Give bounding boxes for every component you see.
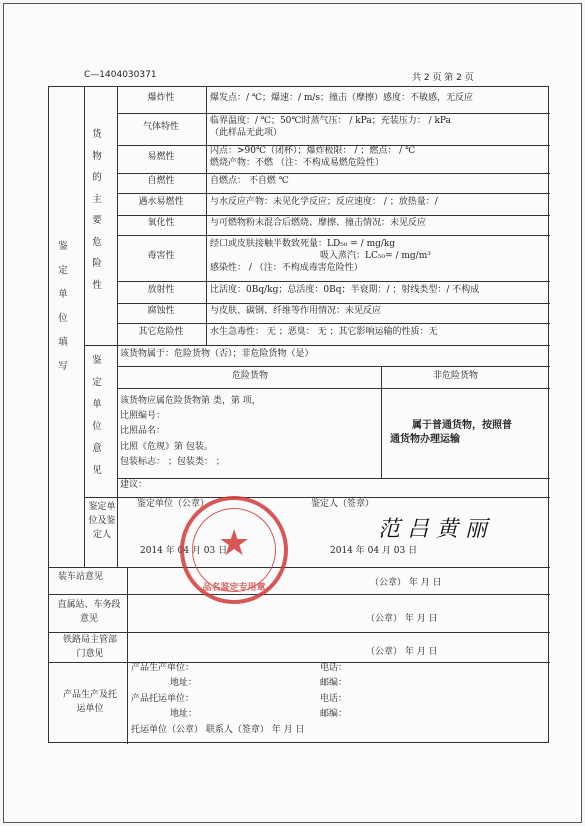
goods-classification: 该货物属于：危险货物（否）；非危险货物（是）: [120, 349, 314, 359]
non-dangerous-text-2: 通货物办理运输: [390, 434, 460, 445]
dangerous-line-4: 比照《危规》第 包装。: [120, 442, 213, 452]
prod-address-label: 地址：: [170, 678, 198, 688]
hazard-label-9: 其它危险性: [138, 327, 184, 337]
bureau-label: 铁路局主管部门意见: [62, 635, 117, 659]
hazard-label-2: 易燃性: [147, 152, 175, 162]
station-label: 装车站意见: [58, 572, 104, 582]
ship-seal-line: 托运单位（公章） 联系人（签章） 年 月 日: [131, 725, 305, 735]
appraisal-date-person: 2014 年 04 月 03 日: [330, 546, 418, 556]
appraiser-signature: 范 吕 黄 丽: [378, 517, 487, 542]
prod-unit-label: 产品生产单位：: [131, 663, 195, 673]
hazard-value-8: 与皮肤、碳钢、纤维等作用情况：未见反应: [210, 306, 382, 316]
dangerous-line-3: 比照品名：: [120, 426, 166, 436]
dangerous-header: 危险货物: [232, 371, 269, 381]
ship-post-label: 邮编：: [320, 709, 348, 719]
hazard-value-3: 自燃点： 不自燃 ℃: [210, 176, 289, 186]
appraiser-person-label: 鉴定人（签章）: [311, 499, 375, 509]
ship-phone-label: 电话：: [320, 694, 348, 704]
hazard-value-7: 比活度：0Bq/kg；总活度：0Bq；半衰期：/ ；射线类型：/ 不构成: [210, 285, 480, 295]
dangerous-line-2: 比照编号：: [120, 411, 166, 421]
appraiser-unit-label: 鉴定单位（公章）: [137, 499, 210, 509]
hazard-value-6-1: 吸入蒸汽：LC₅₀= / mg/m³: [320, 251, 431, 261]
bureau-seal: （公章） 年 月 日: [366, 647, 438, 657]
appraiser-fill-label: 鉴定单位填写: [58, 241, 68, 372]
ship-address-label: 地址：: [170, 709, 198, 719]
opinion-label: 鉴定单位意见: [92, 355, 102, 476]
hazard-value-1-1: （此样品无此项）: [210, 128, 283, 138]
hazard-label-0: 爆炸性: [147, 93, 175, 103]
official-seal: ★ 品名鉴定专用章: [180, 496, 288, 604]
hub-seal: （公章） 年 月 日: [366, 614, 438, 624]
hazard-value-4: 与水反应产物：未见化学反应；反应速度： / ；放热量：/: [210, 197, 438, 207]
suggestion-label: 建议：: [120, 480, 148, 490]
hazard-value-0: 爆发点：/ ℃；爆速：/ m/s；撞击（摩擦）感度：不敏感，无反应: [210, 93, 474, 103]
hazard-value-9: 水生急毒性： 无 ；恶臭： 无 ；其它影响运输的性质：无: [210, 327, 438, 337]
hazard-label-5: 氧化性: [147, 218, 175, 228]
prod-post-label: 邮编：: [320, 678, 348, 688]
hazard-label-8: 腐蚀性: [147, 306, 175, 316]
hazard-value-6-0: 经口或皮肤接触半数致死量：LD₅₀ = / mg/kg: [210, 239, 396, 249]
hazard-label-6: 毒害性: [147, 251, 175, 261]
hazard-label-1: 气体特性: [142, 122, 179, 132]
producer-label: 产品生产及托运单位: [62, 690, 117, 714]
hazard-value-6-2: 感染性： / （注：不构成毒害危险性）: [210, 263, 363, 273]
appraiser-label: 鉴定单位及鉴定人: [88, 502, 116, 540]
hazard-label-3: 自燃性: [147, 176, 175, 186]
prod-phone-label: 电话：: [320, 663, 348, 673]
non-dangerous-text-1: 属于普通货物，按照普: [412, 420, 512, 431]
page-indicator: 共 2 页 第 2 页: [412, 73, 474, 83]
hazard-label-4: 遇水易燃性: [138, 197, 184, 207]
document-code: C—1404030371: [84, 70, 157, 80]
hazard-value-2-0: 闪点：>90℃（闭杯）；爆炸极限： / ；燃点： / ℃: [210, 146, 416, 156]
dangerous-line-5: 包装标志： ；包装类： ；: [120, 457, 225, 467]
ship-unit-label: 产品托运单位：: [131, 694, 195, 704]
station-seal: （公章） 年 月 日: [370, 578, 442, 588]
hub-label: 直属站、车务段意见: [57, 600, 121, 624]
appraisal-date-unit: 2014 年 04 月 03 日: [140, 546, 228, 556]
hazard-label-7: 放射性: [147, 285, 175, 295]
hazard-value-1-0: 临界温度：/ ℃；50℃时蒸气压： / kPa；充装压力： / kPa: [210, 116, 451, 126]
non-dangerous-header: 非危险货物: [433, 371, 479, 381]
hazard-value-2-1: 燃烧产物：不燃 （注：不构成易燃危险性）: [210, 158, 384, 168]
hazard-value-5: 与可燃物粉末混合后燃烧、摩擦、撞击情况：未见反应: [210, 218, 427, 228]
dangerous-line-1: 该货物应属危险货物第 类，第 项，: [120, 396, 261, 406]
hazard-group-label: 货物的主要危险性: [92, 129, 102, 291]
